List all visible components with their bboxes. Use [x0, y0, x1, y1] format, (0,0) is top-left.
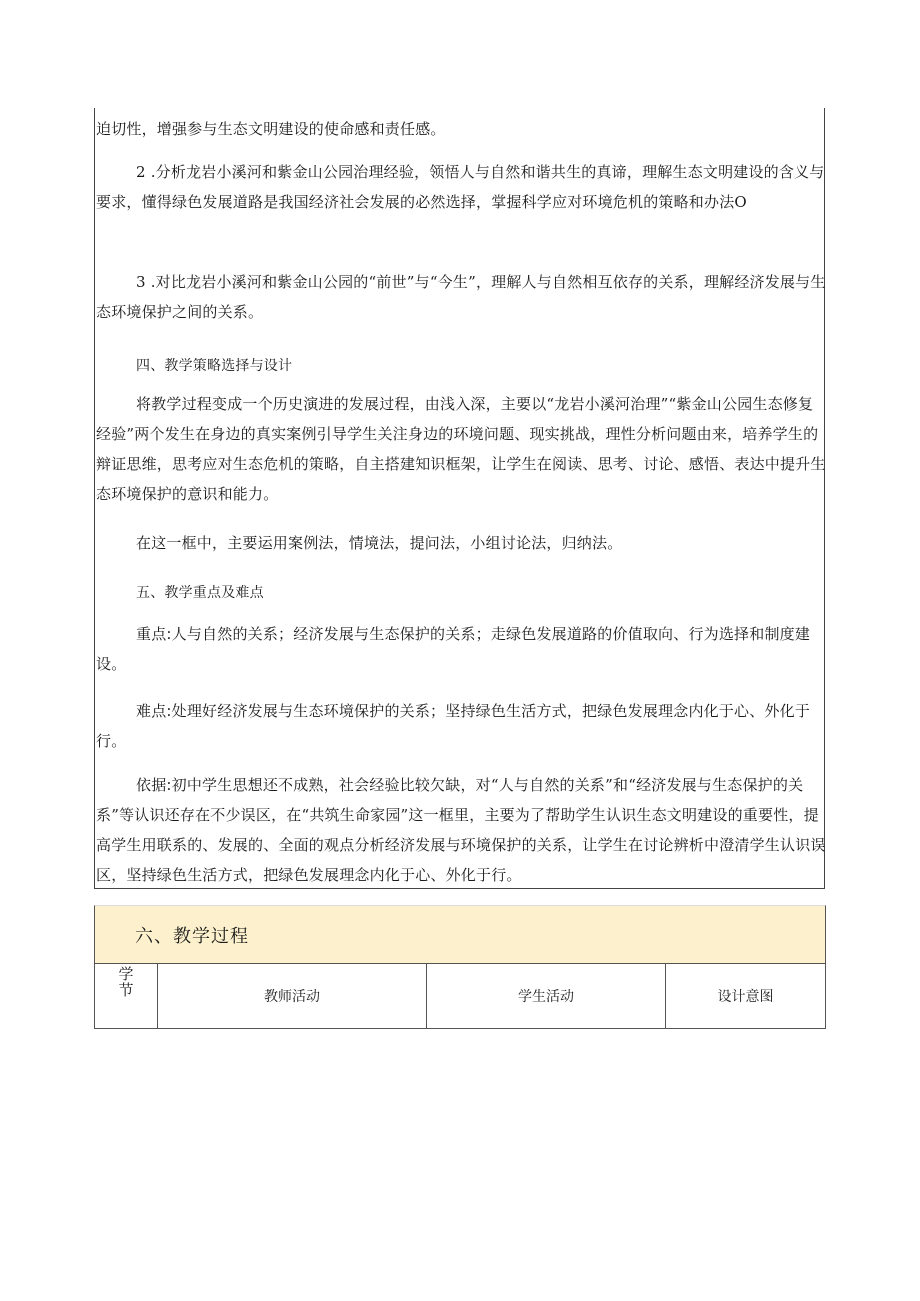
key-label: 重点: — [136, 625, 172, 643]
key-text: 人与自然的关系；经济发展与生态保护的关系；走绿色发展道路的价值取向、行为选择和制度建设。 — [96, 625, 811, 673]
process-table — [94, 963, 826, 1029]
paragraph-continuation: 迫切性，增强参与生态文明建设的使命感和责任感。 — [96, 120, 446, 138]
table-header-row — [95, 964, 826, 1029]
heading-section-4: 四、教学策略选择与设计 — [136, 358, 293, 374]
basis-label: 依据: — [136, 776, 172, 794]
header-cell-teacher: 教师活动 — [158, 964, 427, 1029]
header-cell-section: 学节 — [95, 964, 158, 1029]
difficulty-label: 难点: — [136, 702, 172, 720]
paragraph-basis — [96, 770, 826, 890]
header-cell-student: 学生活动 — [427, 964, 666, 1029]
basis-text: 初中学生思想还不成熟，社会经验比较欠缺，对“人与自然的关系”和“经济发展与生态保护的关系”等认识还存在不少误区，在“共筑生命家园”这一框里，主要为了帮助学生认识生态文明建设的重要性，提高学生用联系的、发展的、全面的观点分析经济发展与环境保护的关系，让学生在讨论辨析中澄清学生认识误区，坚持绿色生活方式，把绿色发展理念内化于心、外化于行。 — [96, 776, 826, 884]
heading-section-5: 五、教学重点及难点 — [136, 585, 264, 601]
header-cell-intent: 设计意图 — [666, 964, 826, 1029]
section-6-title: 六、教学过程 — [135, 926, 249, 947]
paragraph-key-points — [96, 619, 826, 679]
paragraph-objective-3: 3 .对比龙岩小溪河和紫金山公园的“前世”与“今生”，理解人与自然相互依存的关系，理解经济发展与生态环境保护之间的关系。 — [96, 273, 826, 321]
paragraph-strategy: 将教学过程变成一个历史演进的发展过程，由浅入深，主要以“龙岩小溪河治理”“紫金山公园生态修复经验”两个发生在身边的真实案例引导学生关注身边的环境问题、现实挑战，理性分析问题由来，培养学生的辩证思维，思考应对生态危机的策略，自主搭建知识框架，让学生在阅读、思考、讨论、感悟、表达中提升生态环境保护的意识和能力。 — [96, 395, 826, 503]
section-6-header — [94, 905, 826, 963]
paragraph-methods: 在这一框中，主要运用案例法，情境法，提问法，小组讨论法，归纳法。 — [136, 534, 623, 552]
paragraph-objective-2: 2 .分析龙岩小溪河和紫金山公园治理经验，领悟人与自然和谐共生的真谛，理解生态文明建设的含义与要求，懂得绿色发展道路是我国经济社会发展的必然选择，掌握科学应对环境危机的策略和办法O — [96, 163, 825, 211]
difficulty-text: 处理好经济发展与生态环境保护的关系；坚持绿色生活方式，把绿色发展理念内化于心、外化于行。 — [96, 702, 811, 750]
paragraph-difficulties — [96, 696, 826, 756]
